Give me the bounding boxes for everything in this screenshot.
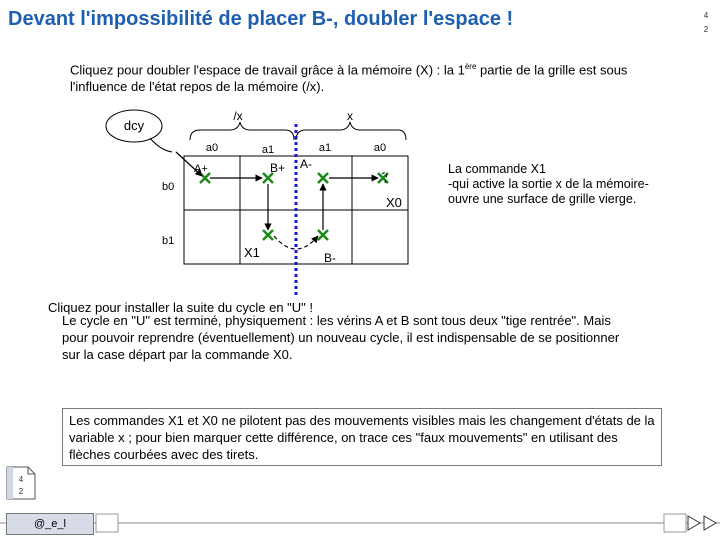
label-x1: X1	[244, 245, 260, 260]
nav-slot-1[interactable]	[96, 514, 118, 532]
row-header-2: b1	[162, 235, 175, 247]
doc-icon-top: 4	[18, 475, 24, 484]
page-title: Devant l'impossibilité de placer B-, doubler l'espace !	[8, 8, 514, 30]
nav-slot-2[interactable]	[664, 514, 686, 532]
label-a-plus: A+	[194, 163, 208, 175]
x-label: x	[347, 109, 353, 123]
navigation-bar	[0, 510, 720, 540]
col-header-1: a0	[205, 142, 219, 154]
dcy-bubble	[106, 110, 172, 152]
col-header-3: a1	[318, 142, 332, 154]
x1-explanation-line2: -qui active la sortie x de la mémoire-	[448, 177, 649, 191]
row-header-1: b0	[162, 181, 175, 193]
col-header-2: a1	[261, 144, 275, 156]
not-x-label: /x	[233, 109, 243, 123]
intro-part2: partie de la grille est sous l'influence de l'état repos de la mémoire (/x).	[70, 62, 628, 95]
document-icon[interactable]	[6, 466, 36, 500]
page-indicator-bottom: 2	[703, 25, 709, 34]
col-header-4: a0	[373, 142, 387, 154]
label-b-plus: B+	[270, 161, 286, 175]
label-a-minus: A-	[300, 157, 312, 171]
install-cycle-link[interactable]: Cliquez pour installer la suite du cycle en "U" !	[48, 300, 314, 315]
x1-explanation	[448, 162, 688, 207]
x-brace	[296, 109, 406, 140]
author-logo: @_e_l	[6, 513, 94, 535]
cycle-complete-text: Le cycle en "U" est terminé, physiquement : les vérins A et B sont tous deux "tige rentrée". Mais pour pouvoir reprendre (éventuellement) un nouveau cycle, il est indispensable de se positionner sur la case départ par la commande X0.	[62, 313, 620, 362]
next-slide-icon[interactable]	[688, 516, 700, 530]
label-b-minus: B-	[324, 251, 336, 265]
dcy-label: dcy	[123, 118, 145, 133]
page-indicator-top: 4	[703, 11, 709, 20]
intro-part1: Cliquez pour doubler l'espace de travail grâce à la mémoire (X) : la 1	[70, 62, 465, 78]
x1-explanation-line3: ouvre une surface de grille vierge.	[448, 192, 637, 206]
x1-explanation-line1: La commande X1	[448, 162, 546, 176]
intro-sup: ère	[464, 62, 477, 71]
not-x-brace	[190, 109, 294, 140]
doc-icon-bottom: 2	[18, 487, 24, 496]
fake-movements-note: Les commandes X1 et X0 ne pilotent pas des mouvements visibles mais les changement d'états de la variable x ; pour bien marquer cette différence, on trace ces "faux mouvements" en utilisant des flèches courbées avec des tirets.	[62, 408, 662, 466]
label-x0: X0	[386, 195, 402, 210]
last-slide-icon[interactable]	[704, 516, 716, 530]
